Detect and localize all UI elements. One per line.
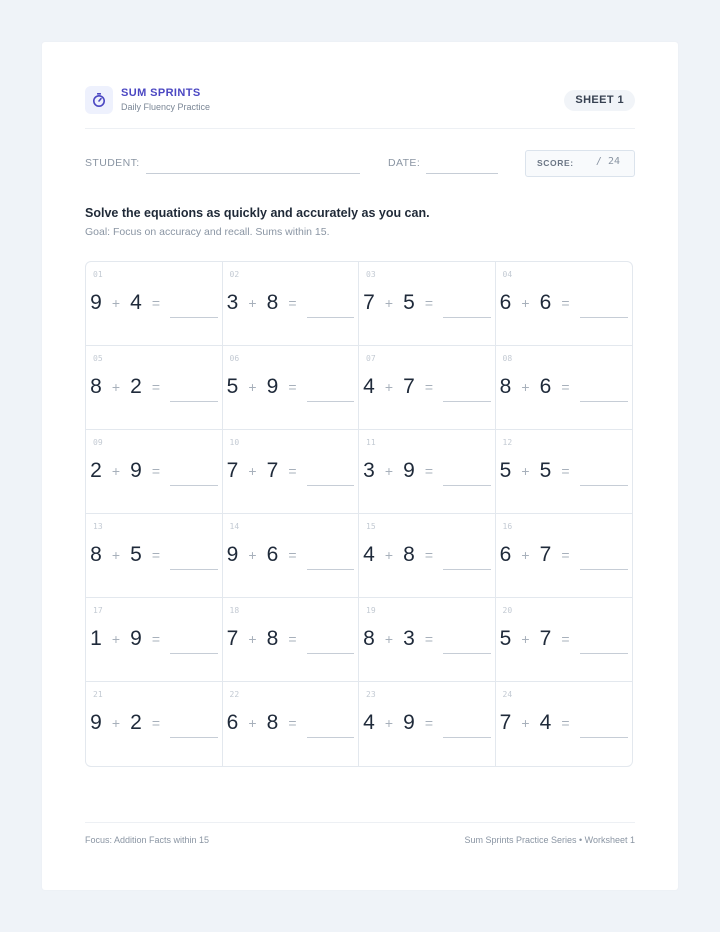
plus-sign: +: [111, 631, 121, 647]
answer-line[interactable]: [307, 485, 355, 486]
addend-b: 2: [130, 711, 142, 734]
answer-line[interactable]: [170, 653, 218, 654]
answer-line[interactable]: [580, 569, 629, 570]
answer-line[interactable]: [580, 401, 629, 402]
plus-sign: +: [521, 463, 530, 479]
plus-sign: +: [111, 715, 121, 731]
problem-cell: [223, 598, 360, 682]
equation: [499, 290, 576, 316]
equals-sign: =: [561, 631, 570, 647]
problem-number: 12: [502, 438, 513, 447]
problem-number: 19: [366, 606, 376, 615]
problem-number: 18: [229, 606, 240, 615]
problem-number: 15: [366, 522, 376, 531]
addend-b: 7: [539, 627, 552, 650]
problem-number: 22: [229, 690, 240, 699]
addend-b: 7: [539, 543, 552, 566]
equation: [226, 626, 303, 652]
equals-sign: =: [288, 547, 297, 563]
addend-a: 7: [363, 291, 375, 314]
addend-b: 4: [130, 291, 142, 314]
equation: [362, 710, 439, 736]
problem-cell: [496, 262, 633, 346]
answer-line[interactable]: [580, 317, 629, 318]
answer-line[interactable]: [443, 653, 491, 654]
answer-line[interactable]: [443, 317, 491, 318]
problem-cell: [359, 598, 496, 682]
addend-a: 1: [90, 627, 102, 650]
problem-cell: [223, 682, 360, 766]
addend-b: 2: [130, 375, 142, 398]
problem-cell: [223, 430, 360, 514]
addend-b: 8: [403, 543, 415, 566]
equation: [499, 626, 576, 652]
plus-sign: +: [521, 631, 530, 647]
problem-cell: [86, 262, 223, 346]
date-label: DATE:: [388, 157, 421, 169]
addend-a: 3: [363, 459, 375, 482]
answer-line[interactable]: [307, 401, 355, 402]
addend-a: 9: [226, 543, 239, 566]
plus-sign: +: [248, 463, 257, 479]
answer-line[interactable]: [580, 485, 629, 486]
problem-cell: [86, 514, 223, 598]
addend-a: 9: [90, 291, 102, 314]
equals-sign: =: [151, 631, 161, 647]
problem-number: 01: [93, 270, 103, 279]
plus-sign: +: [248, 547, 257, 563]
problem-cell: [86, 346, 223, 430]
addend-a: 4: [363, 543, 375, 566]
equation: [89, 458, 166, 484]
addend-b: 7: [403, 375, 415, 398]
addend-a: 5: [226, 375, 239, 398]
problem-cell: [359, 346, 496, 430]
equals-sign: =: [561, 379, 570, 395]
equation: [89, 626, 166, 652]
answer-line[interactable]: [580, 737, 629, 738]
problem-number: 16: [502, 522, 513, 531]
problem-grid: [85, 261, 633, 767]
answer-line[interactable]: [307, 737, 355, 738]
equation: [226, 290, 303, 316]
problem-number: 20: [502, 606, 513, 615]
plus-sign: +: [384, 379, 394, 395]
problem-number: 24: [502, 690, 513, 699]
plus-sign: +: [248, 715, 257, 731]
answer-line[interactable]: [170, 485, 218, 486]
score-label: SCORE:: [537, 158, 574, 168]
addend-b: 6: [539, 291, 552, 314]
answer-line[interactable]: [170, 317, 218, 318]
equals-sign: =: [424, 547, 434, 563]
student-label: STUDENT:: [85, 157, 140, 169]
equals-sign: =: [424, 631, 434, 647]
problem-number: 05: [93, 354, 103, 363]
equation: [226, 710, 303, 736]
equation: [226, 374, 303, 400]
plus-sign: +: [248, 295, 257, 311]
addend-a: 8: [363, 627, 375, 650]
addend-a: 3: [226, 291, 239, 314]
problem-number: 09: [93, 438, 103, 447]
brand-title: SUM SPRINTS: [121, 87, 201, 99]
stopwatch-icon: [85, 86, 113, 114]
equals-sign: =: [561, 295, 570, 311]
problem-cell: [86, 598, 223, 682]
equals-sign: =: [288, 715, 297, 731]
equals-sign: =: [151, 715, 161, 731]
problem-number: 10: [229, 438, 240, 447]
equals-sign: =: [561, 547, 570, 563]
problem-cell: [496, 598, 633, 682]
equals-sign: =: [288, 463, 297, 479]
addend-a: 7: [499, 711, 512, 734]
equation: [226, 458, 303, 484]
equation: [362, 542, 439, 568]
addend-a: 8: [499, 375, 512, 398]
problem-cell: [86, 682, 223, 766]
equation: [362, 626, 439, 652]
answer-line[interactable]: [580, 653, 629, 654]
equation: [499, 542, 576, 568]
equals-sign: =: [561, 715, 570, 731]
plus-sign: +: [384, 631, 394, 647]
equation: [362, 290, 439, 316]
problem-number: 17: [93, 606, 103, 615]
equals-sign: =: [151, 379, 161, 395]
equation: [362, 458, 439, 484]
footer-right: Sum Sprints Practice Series • Worksheet 1: [464, 835, 635, 845]
problem-number: 02: [229, 270, 240, 279]
equals-sign: =: [151, 463, 161, 479]
addend-a: 6: [226, 711, 239, 734]
equals-sign: =: [561, 463, 570, 479]
brand-subtitle: Daily Fluency Practice: [121, 102, 211, 112]
addend-a: 9: [90, 711, 102, 734]
problem-cell: [359, 682, 496, 766]
instructions-goal: Goal: Focus on accuracy and recall. Sums within 15.: [85, 226, 330, 238]
equals-sign: =: [151, 547, 161, 563]
addend-b: 5: [403, 291, 415, 314]
answer-line[interactable]: [443, 737, 491, 738]
problem-cell: [359, 262, 496, 346]
addend-a: 4: [363, 375, 375, 398]
addend-b: 9: [130, 627, 142, 650]
plus-sign: +: [521, 715, 530, 731]
problem-number: 21: [93, 690, 103, 699]
student-name-line[interactable]: [146, 173, 360, 174]
problem-cell: [359, 430, 496, 514]
problem-number: 07: [366, 354, 376, 363]
plus-sign: +: [521, 379, 530, 395]
addend-a: 7: [226, 627, 239, 650]
plus-sign: +: [384, 547, 394, 563]
footer-divider: [85, 822, 635, 823]
plus-sign: +: [384, 715, 394, 731]
equation: [89, 374, 166, 400]
addend-a: 7: [226, 459, 239, 482]
equation: [226, 542, 303, 568]
addend-a: 5: [499, 627, 512, 650]
answer-line[interactable]: [170, 401, 218, 402]
addend-a: 8: [90, 543, 102, 566]
score-box[interactable]: [525, 150, 635, 177]
addend-b: 8: [266, 711, 279, 734]
equals-sign: =: [288, 379, 297, 395]
addend-a: 4: [363, 711, 375, 734]
plus-sign: +: [384, 295, 394, 311]
addend-b: 9: [403, 459, 415, 482]
answer-line[interactable]: [307, 653, 355, 654]
addend-a: 2: [90, 459, 102, 482]
score-total: / 24: [595, 156, 620, 167]
addend-b: 4: [539, 711, 552, 734]
problem-cell: [496, 514, 633, 598]
plus-sign: +: [111, 463, 121, 479]
footer-left: Focus: Addition Facts within 15: [85, 835, 210, 845]
problem-number: 11: [366, 438, 376, 447]
addend-b: 5: [130, 543, 142, 566]
problem-number: 14: [229, 522, 240, 531]
answer-line[interactable]: [307, 317, 355, 318]
equals-sign: =: [424, 715, 434, 731]
plus-sign: +: [111, 379, 121, 395]
answer-line[interactable]: [307, 569, 355, 570]
answer-line[interactable]: [443, 485, 491, 486]
addend-b: 3: [403, 627, 415, 650]
addend-b: 9: [266, 375, 279, 398]
problem-number: 04: [502, 270, 513, 279]
problem-cell: [223, 514, 360, 598]
equation: [499, 710, 576, 736]
addend-a: 8: [90, 375, 102, 398]
addend-b: 7: [266, 459, 279, 482]
addend-b: 6: [539, 375, 552, 398]
problem-cell: [496, 430, 633, 514]
addend-b: 5: [539, 459, 552, 482]
equals-sign: =: [424, 295, 434, 311]
problem-cell: [359, 514, 496, 598]
problem-number: 23: [366, 690, 376, 699]
equation: [499, 374, 576, 400]
problem-cell: [496, 346, 633, 430]
brand-block: [85, 85, 210, 115]
problem-cell: [496, 682, 633, 766]
instructions-heading: Solve the equations as quickly and accurately as you can.: [85, 206, 430, 220]
plus-sign: +: [521, 295, 530, 311]
problem-cell: [86, 430, 223, 514]
problem-number: 08: [502, 354, 513, 363]
addend-b: 8: [266, 627, 279, 650]
equation: [89, 542, 166, 568]
equation: [499, 458, 576, 484]
equals-sign: =: [424, 379, 434, 395]
plus-sign: +: [521, 547, 530, 563]
equals-sign: =: [151, 295, 161, 311]
problem-cell: [223, 346, 360, 430]
header-divider: [85, 128, 635, 129]
equation: [362, 374, 439, 400]
addend-a: 6: [499, 291, 512, 314]
plus-sign: +: [248, 379, 257, 395]
answer-line[interactable]: [170, 737, 218, 738]
equation: [89, 710, 166, 736]
plus-sign: +: [384, 463, 394, 479]
answer-line[interactable]: [170, 569, 218, 570]
student-info-row: [85, 150, 635, 178]
date-line[interactable]: [426, 173, 498, 174]
addend-b: 8: [266, 291, 279, 314]
equation: [89, 290, 166, 316]
equals-sign: =: [288, 295, 297, 311]
addend-b: 6: [266, 543, 279, 566]
answer-line[interactable]: [443, 401, 491, 402]
problem-number: 13: [93, 522, 103, 531]
plus-sign: +: [111, 547, 121, 563]
answer-line[interactable]: [443, 569, 491, 570]
addend-a: 6: [499, 543, 512, 566]
addend-b: 9: [403, 711, 415, 734]
plus-sign: +: [248, 631, 257, 647]
addend-b: 9: [130, 459, 142, 482]
equals-sign: =: [288, 631, 297, 647]
problem-number: 06: [229, 354, 240, 363]
problem-number: 03: [366, 270, 376, 279]
plus-sign: +: [111, 295, 121, 311]
equals-sign: =: [424, 463, 434, 479]
addend-a: 5: [499, 459, 512, 482]
worksheet-page: [42, 42, 678, 890]
problem-cell: [223, 262, 360, 346]
sheet-badge: SHEET 1: [564, 90, 635, 111]
